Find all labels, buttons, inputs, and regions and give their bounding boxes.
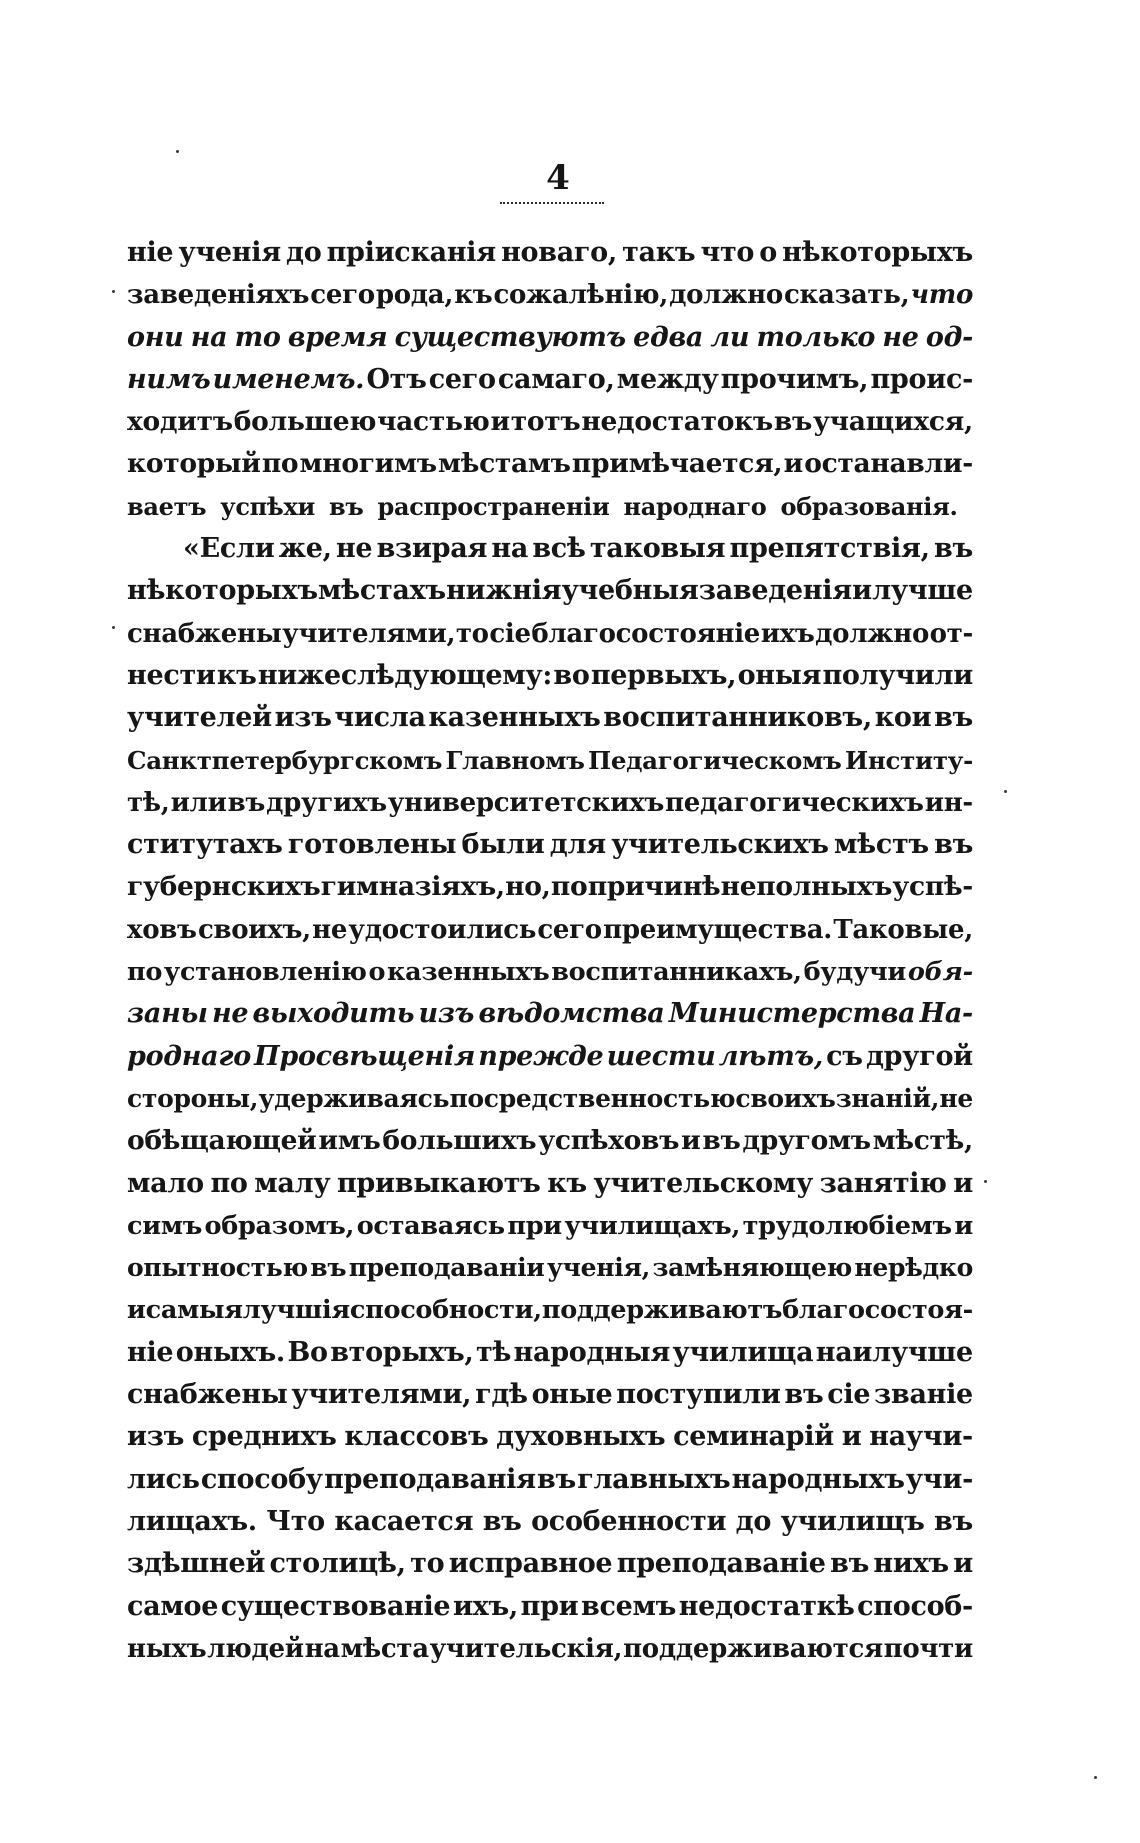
word: сіе <box>489 618 531 649</box>
word: который <box>127 448 261 480</box>
word: училища <box>672 1336 814 1368</box>
word: посредственностью <box>449 1083 736 1113</box>
word: научи- <box>869 1421 973 1453</box>
word: съ <box>826 1040 863 1072</box>
word: мѣстъ <box>834 829 929 861</box>
word: лись <box>127 1463 200 1495</box>
text-line <box>127 1332 973 1374</box>
word: изъ <box>127 1421 185 1453</box>
word: въ <box>702 1125 741 1157</box>
word: но, <box>505 871 551 903</box>
word: по <box>127 957 163 988</box>
word: поддерживаютъ <box>541 1295 783 1326</box>
word: останавли- <box>804 448 973 480</box>
word: установленію <box>163 957 367 988</box>
word: ваетъ <box>127 491 207 521</box>
word: Главномъ <box>445 745 585 775</box>
word: учителей <box>127 702 272 734</box>
word: своихъ, <box>197 914 311 945</box>
word: не <box>939 1083 973 1113</box>
word: неполныхъ <box>720 871 893 903</box>
word: оныхъ. <box>175 1336 286 1368</box>
word: нѣкоторыхъ <box>127 575 318 607</box>
word: тотъ <box>510 406 581 438</box>
word: нихъ <box>873 1548 949 1580</box>
word: что <box>910 280 973 311</box>
word: от- <box>929 618 973 649</box>
word: Что <box>266 1505 325 1537</box>
word: въ <box>934 1505 973 1537</box>
word: заведеніяхъ <box>127 280 310 311</box>
word: на <box>304 1633 340 1664</box>
word: во <box>553 659 590 691</box>
word: рода, <box>375 280 454 311</box>
word: многимъ <box>299 448 437 480</box>
word: людей <box>207 1633 304 1664</box>
word: въ <box>784 1379 824 1411</box>
word: симъ <box>127 1210 202 1241</box>
word: на <box>190 321 228 353</box>
word: въ <box>227 787 266 818</box>
word: были <box>461 829 545 861</box>
word: о <box>759 237 777 268</box>
text-line <box>127 1120 973 1162</box>
word: лѣтъ, <box>718 1040 823 1072</box>
word: ихъ, <box>452 1590 518 1622</box>
print-speck <box>112 290 115 293</box>
word: то <box>455 618 489 649</box>
word: шести <box>606 1040 716 1072</box>
word: способ- <box>857 1590 973 1622</box>
word: занятію <box>819 1167 947 1199</box>
word: въ <box>830 1548 869 1580</box>
word: народныя <box>513 1336 671 1368</box>
print-speck <box>984 1180 987 1183</box>
word: первыхъ, <box>590 659 737 691</box>
word: къ <box>216 659 257 691</box>
print-speck <box>1004 790 1007 793</box>
word: ихъ <box>760 618 815 649</box>
word: недостатокъ <box>581 406 773 438</box>
text-line <box>127 951 973 993</box>
word: Министерства <box>668 998 916 1030</box>
word: другой <box>865 1040 973 1072</box>
word: вѣдомства <box>478 998 665 1030</box>
word: по <box>210 1167 248 1199</box>
word: губернскихъ <box>127 871 321 903</box>
word: успѣховъ <box>538 1125 680 1157</box>
word: особенности <box>531 1505 727 1537</box>
word: же, <box>278 533 332 565</box>
word: къ <box>454 280 493 311</box>
word: всѣ <box>532 533 586 565</box>
word: Отъ <box>366 363 427 395</box>
word: преподаванія <box>324 1463 536 1495</box>
text-line <box>127 1628 973 1670</box>
word: почти <box>883 1633 973 1664</box>
word: снабжены <box>127 1379 288 1411</box>
word: и <box>841 1421 862 1453</box>
word: проис- <box>870 363 973 395</box>
word: ученія, <box>546 1253 651 1283</box>
word: недостаткѣ <box>678 1590 855 1622</box>
word: воспитанникахъ, <box>551 957 802 988</box>
word: казенныхъ <box>428 702 601 734</box>
word: по <box>261 448 299 480</box>
text-line <box>127 528 973 570</box>
word: ховъ <box>127 914 197 945</box>
word: училищъ <box>780 1505 925 1537</box>
word: ученія <box>178 237 281 268</box>
word: въ <box>310 1253 347 1283</box>
word: числа <box>334 702 426 734</box>
word: ніе <box>127 237 174 268</box>
word: учительскихъ <box>611 829 829 861</box>
word: должно <box>669 280 783 311</box>
word: лучше <box>872 575 973 607</box>
word: ин- <box>924 787 973 818</box>
word: университетскихъ <box>387 787 664 818</box>
word: и <box>954 1210 973 1241</box>
word: нести <box>127 659 216 691</box>
word: прочимъ, <box>720 363 869 395</box>
word: и <box>681 1125 701 1157</box>
word: въ <box>934 702 973 734</box>
word: взирая <box>376 533 488 565</box>
word: не <box>312 914 348 945</box>
word: при <box>507 1210 562 1241</box>
word: мѣстамъ <box>438 448 571 480</box>
word: сожалѣнію, <box>493 280 668 311</box>
word: другомъ <box>742 1125 871 1157</box>
word: преподаваніе <box>616 1548 826 1580</box>
word: и <box>852 575 872 607</box>
word: семинарій <box>673 1421 834 1453</box>
text-line <box>127 1586 973 1628</box>
word: большею <box>233 406 377 438</box>
word: преимущества. <box>603 914 833 945</box>
word: поступили <box>616 1379 781 1411</box>
word: оставаясь <box>356 1210 505 1241</box>
word: учебныя <box>561 575 699 607</box>
word: и <box>490 406 510 438</box>
word: учительскія, <box>429 1633 623 1664</box>
word: Педагогическомъ <box>588 745 842 775</box>
text-line <box>127 1374 973 1416</box>
text-line <box>127 443 973 485</box>
word: время <box>287 321 388 353</box>
word: получили <box>822 659 973 691</box>
word: привыкаютъ <box>336 1167 541 1199</box>
page-number: 4 <box>546 158 570 198</box>
word: по <box>550 871 588 903</box>
word: изъ <box>418 998 475 1030</box>
word: самыя <box>145 1295 243 1326</box>
word: малу <box>254 1167 331 1199</box>
word: едва <box>633 321 704 353</box>
word: классовъ <box>344 1421 489 1453</box>
word: пріисканія <box>326 237 496 268</box>
word: новаго, <box>501 237 617 268</box>
word: од- <box>925 321 973 353</box>
word: для <box>549 829 606 861</box>
word: сіе <box>827 1379 871 1411</box>
word: народныхъ <box>731 1463 905 1495</box>
word: поддерживаются <box>623 1633 883 1664</box>
word: преподаваніи <box>348 1253 545 1283</box>
word: и <box>953 1548 973 1580</box>
text-line <box>127 570 973 612</box>
word: не <box>335 533 373 565</box>
word: замѣняющею <box>652 1253 852 1283</box>
word: другихъ <box>266 787 387 818</box>
word: касается <box>334 1505 474 1537</box>
word: заведенія <box>698 575 852 607</box>
text-line <box>127 740 973 782</box>
word: учи- <box>905 1463 973 1495</box>
word: въ <box>537 1463 576 1495</box>
word: оные <box>531 1379 613 1411</box>
word: гимназіяхъ, <box>320 871 505 903</box>
text-line <box>127 1078 973 1120</box>
word: и <box>953 1167 973 1199</box>
word: роднаго <box>127 1040 251 1072</box>
word: стороны, <box>127 1083 259 1113</box>
word: мѣстѣ, <box>872 1125 973 1157</box>
word: здѣшней <box>127 1548 266 1580</box>
word: мало <box>127 1167 204 1199</box>
word: сего <box>537 914 602 945</box>
word: Институ- <box>845 745 973 775</box>
text-line <box>127 1205 973 1247</box>
word: лучшія <box>242 1295 350 1326</box>
word: ніе <box>127 1336 174 1368</box>
word: образомъ, <box>204 1210 355 1241</box>
word: ли <box>710 321 750 353</box>
word: существуютъ <box>394 321 626 353</box>
word: на <box>491 533 529 565</box>
print-speck <box>1094 1776 1097 1779</box>
text-line <box>127 359 973 401</box>
text-line <box>127 1036 973 1078</box>
word: оныя <box>737 659 822 691</box>
word: педагогическихъ <box>665 787 924 818</box>
word: большихъ <box>382 1125 537 1157</box>
word: удостоились <box>348 914 537 945</box>
text-line <box>127 1459 973 1501</box>
word: будучи <box>803 957 906 988</box>
word: и <box>783 448 803 480</box>
word: всемъ <box>581 1590 677 1622</box>
word: при <box>520 1590 579 1622</box>
word: о <box>368 957 386 988</box>
word: учителями, <box>282 618 456 649</box>
text-line <box>127 909 973 951</box>
text-line <box>127 1416 973 1458</box>
word: способу <box>200 1463 323 1495</box>
word: нерѣдко <box>854 1253 973 1283</box>
word: сего <box>310 280 375 311</box>
word: выходить <box>252 998 415 1030</box>
word: удерживаясь <box>258 1083 450 1113</box>
body-text <box>127 232 973 1670</box>
word: въ <box>934 829 973 861</box>
word: самое <box>127 1590 219 1622</box>
word: воспитанниковъ, <box>603 702 872 734</box>
text-line <box>127 1543 973 1585</box>
word: изъ <box>274 702 332 734</box>
word: не <box>211 998 249 1030</box>
word: препятствія, <box>729 533 930 565</box>
text-line <box>127 1247 973 1289</box>
word: трудолюбіемъ <box>742 1210 952 1241</box>
word: существованіе <box>220 1590 451 1622</box>
word: главныхъ <box>577 1463 731 1495</box>
word: благосостоя- <box>782 1295 973 1326</box>
text-line <box>127 782 973 824</box>
page-number-rule <box>500 202 604 204</box>
word: Во <box>287 1336 328 1368</box>
word: ныхъ <box>127 1633 207 1664</box>
word: въ <box>482 1505 522 1537</box>
word: тѣ, <box>127 787 170 818</box>
word: примѣчается, <box>571 448 783 480</box>
word: нѣкоторыхъ <box>782 237 973 268</box>
word: обѣщающей <box>127 1125 317 1157</box>
word: благосостояніе <box>531 618 761 649</box>
word: Санктпетербургскомъ <box>127 745 443 775</box>
word: опытностью <box>127 1253 308 1283</box>
word: казенныхъ <box>387 957 550 988</box>
word: кои <box>874 702 932 734</box>
print-speck <box>176 150 179 153</box>
text-line <box>127 232 973 274</box>
word: духовныхъ <box>496 1421 666 1453</box>
word: обя- <box>907 957 973 988</box>
word: тѣ <box>475 1336 512 1368</box>
word: въ <box>329 491 364 521</box>
word: не <box>882 321 919 353</box>
word: то <box>234 321 281 353</box>
word: между <box>616 363 719 395</box>
word: наилучше <box>815 1336 973 1368</box>
word: только <box>756 321 876 353</box>
word: въ <box>773 406 813 438</box>
word: учащихся, <box>813 406 973 438</box>
text-line <box>127 1163 973 1205</box>
word: лищахъ. <box>127 1505 257 1537</box>
word: гдѣ <box>475 1379 528 1411</box>
word: званіе <box>874 1379 973 1411</box>
word: заны <box>127 998 208 1030</box>
word: самаго, <box>497 363 615 395</box>
word: знаній, <box>835 1083 940 1113</box>
word: такъ <box>622 237 696 268</box>
word: сказать, <box>784 280 910 311</box>
text-line <box>127 274 973 316</box>
word: училищахъ, <box>564 1210 741 1241</box>
text-line <box>127 1501 973 1543</box>
text-line <box>127 993 973 1035</box>
print-speck <box>112 626 115 629</box>
word: «Если <box>183 533 275 565</box>
word: успѣ- <box>892 871 973 903</box>
word: успѣхи <box>220 491 316 521</box>
word: Таковые, <box>833 914 973 945</box>
word: учителями, <box>291 1379 472 1411</box>
word: таковыя <box>589 533 726 565</box>
text-line <box>127 486 973 528</box>
word: своихъ <box>735 1083 836 1113</box>
word: снабжены <box>127 618 282 649</box>
text-line <box>127 1289 973 1331</box>
word: до <box>286 237 322 268</box>
word: къ <box>547 1167 587 1199</box>
word: среднихъ <box>191 1421 337 1453</box>
word: готовлены <box>287 829 457 861</box>
word: то <box>410 1548 445 1580</box>
text-line <box>127 824 973 866</box>
word: На- <box>919 998 973 1030</box>
word: имъ <box>318 1125 381 1157</box>
text-line <box>127 317 973 359</box>
word: распространеніи <box>377 491 610 521</box>
word: нимъ <box>127 363 211 395</box>
word: до <box>735 1505 772 1537</box>
word: должно <box>815 618 929 649</box>
text-line <box>127 697 973 739</box>
text-line <box>127 655 973 697</box>
word: исправное <box>448 1548 613 1580</box>
word: частью <box>377 406 490 438</box>
word: что <box>700 237 755 268</box>
word: нижеслѣдующему: <box>257 659 553 691</box>
text-line <box>127 613 973 655</box>
word: прежде <box>478 1040 604 1072</box>
word: Просвѣщенія <box>254 1040 476 1072</box>
word: именемъ. <box>212 363 365 395</box>
word: образованія. <box>780 491 958 521</box>
word: нижнія <box>446 575 562 607</box>
word: причинѣ <box>587 871 721 903</box>
word: народнаго <box>623 491 767 521</box>
word: учительскому <box>593 1167 813 1199</box>
word: они <box>127 321 184 353</box>
word: мѣста <box>340 1633 429 1664</box>
word: вторыхъ, <box>330 1336 474 1368</box>
word: сего <box>428 363 496 395</box>
word: или <box>170 787 227 818</box>
word: и <box>127 1295 146 1326</box>
word: способности, <box>349 1295 542 1326</box>
word: мѣстахъ <box>318 575 446 607</box>
word: въ <box>934 533 973 565</box>
word: столицѣ, <box>269 1548 406 1580</box>
word: ститутахъ <box>127 829 283 861</box>
word: ходитъ <box>127 406 233 438</box>
text-line <box>127 866 973 908</box>
text-line <box>127 401 973 443</box>
